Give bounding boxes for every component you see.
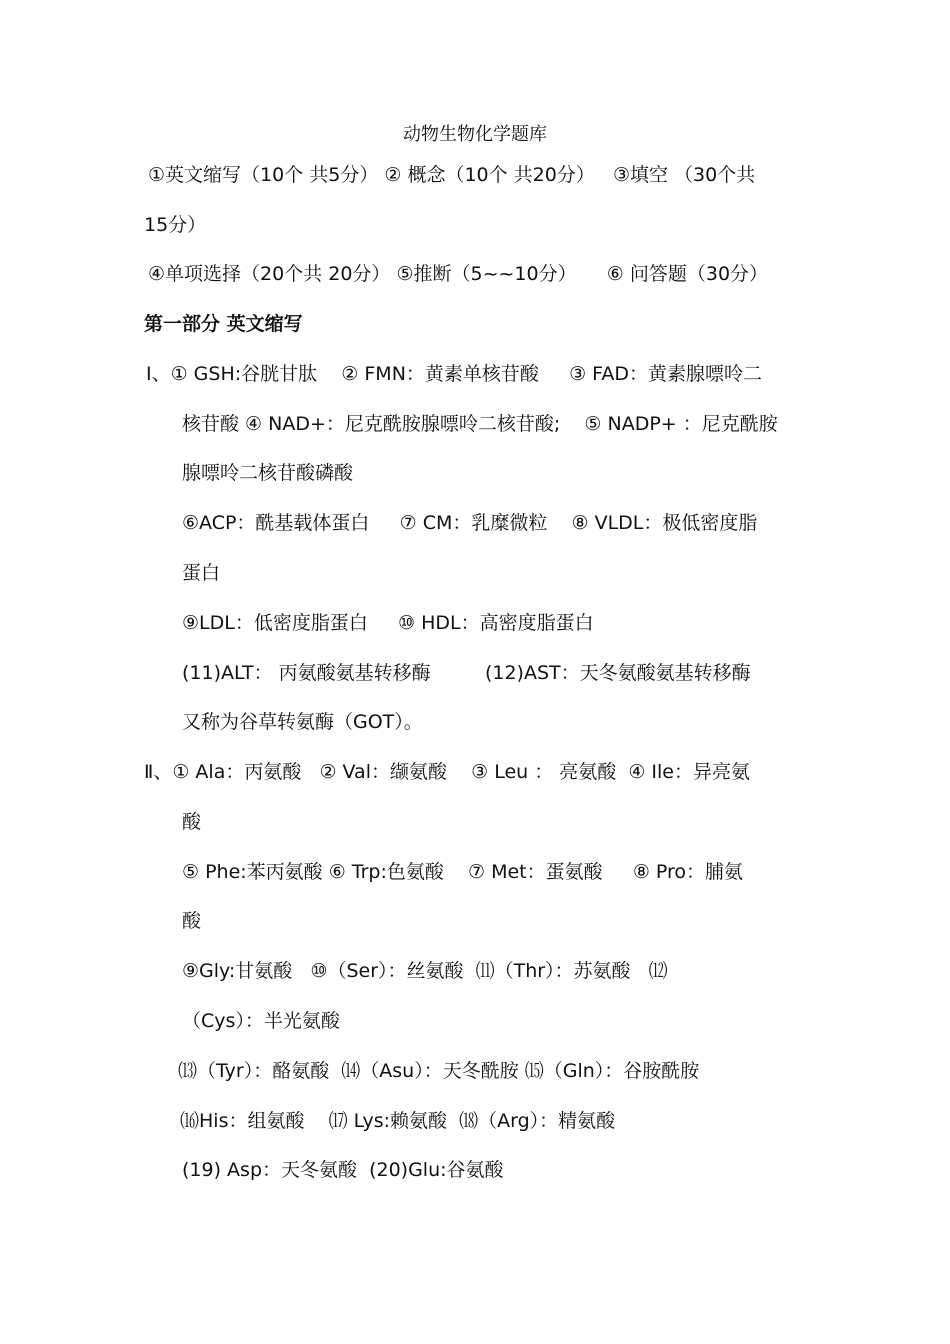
part-two-line-2: 酸 — [182, 811, 202, 833]
part-two-line-1: Ⅱ、① Ala：丙氨酸 ② Val：缬氨酸 ③ Leu ： 亮氨酸 ④ Ile：异亮氨 — [144, 761, 750, 783]
part-one-line-7: (11)ALT： 丙氨酸氨基转移酶 (12)AST：天冬氨酸氨基转移酶 — [182, 662, 751, 684]
exam-structure-line-1: ①英文缩写（10个 共5分） ② 概念（10个 共20分） ③填空 （30个共 — [148, 164, 756, 186]
part-two-line-8: ⒃His：组氨酸 ⒄ Lys:赖氨酸 ⒅（Arg）：精氨酸 — [180, 1110, 616, 1132]
part-two-line-7: ⒀（Tyr）：酪氨酸 ⒁（Asu）：天冬酰胺 ⒂（Gln）：谷胺酰胺 — [178, 1060, 700, 1082]
section-heading: 第一部分 英文缩写 — [144, 313, 303, 335]
part-two-line-6: （Cys）：半光氨酸 — [182, 1010, 340, 1032]
part-one-line-4: ⑥ACP：酰基载体蛋白 ⑦ CM：乳糜微粒 ⑧ VLDL：极低密度脂 — [182, 512, 758, 534]
part-two-line-4: 酸 — [182, 910, 202, 932]
exam-structure-line-2: 15分） — [144, 214, 207, 236]
document-title: 动物生物化学题库 — [403, 124, 547, 145]
part-two-line-9: (19) Asp：天冬氨酸 (20)Glu:谷氨酸 — [182, 1159, 504, 1181]
part-one-line-1: Ⅰ、① GSH:谷胱甘肽 ② FMN：黄素单核苷酸 ③ FAD：黄素腺嘌呤二 — [146, 363, 762, 385]
part-two-line-3: ⑤ Phe:苯丙氨酸 ⑥ Trp:色氨酸 ⑦ Met：蛋氨酸 ⑧ Pro：脯氨 — [182, 861, 744, 883]
part-one-line-2: 核苷酸 ④ NAD+：尼克酰胺腺嘌呤二核苷酸; ⑤ NADP+ ：尼克酰胺 — [182, 413, 778, 435]
exam-structure-line-3: ④单项选择（20个共 20分） ⑤推断（5~~10分） ⑥ 问答题（30分） — [148, 263, 769, 285]
part-one-line-3: 腺嘌呤二核苷酸磷酸 — [182, 462, 354, 484]
part-one-line-5: 蛋白 — [182, 562, 221, 584]
part-one-line-8: 又称为谷草转氨酶（GOT）。 — [182, 711, 423, 733]
part-two-line-5: ⑨Gly:甘氨酸 ⑩（Ser）：丝氨酸 ⑾（Thr）：苏氨酸 ⑿ — [182, 960, 668, 982]
part-one-line-6: ⑨LDL：低密度脂蛋白 ⑩ HDL：高密度脂蛋白 — [182, 612, 594, 634]
